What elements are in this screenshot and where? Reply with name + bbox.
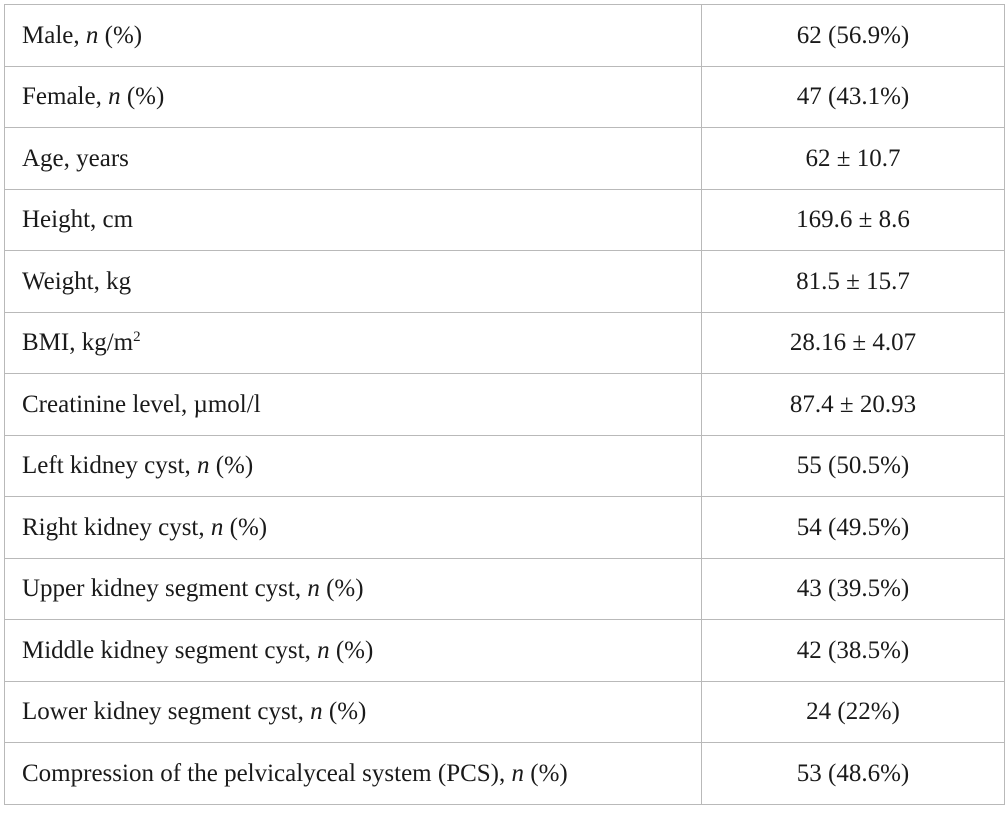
patient-characteristics-table (4, 4, 1005, 805)
row-label: Lower kidney segment cyst, n (%) (5, 681, 702, 743)
row-label: Male, n (%) (5, 5, 702, 67)
row-label: Creatinine level, µmol/l (5, 374, 702, 436)
row-value: 81.5 ± 15.7 (702, 251, 1005, 313)
row-label: Upper kidney segment cyst, n (%) (5, 558, 702, 620)
row-label: Height, cm (5, 189, 702, 251)
table-row (5, 558, 1005, 620)
row-value: 55 (50.5%) (702, 435, 1005, 497)
row-value: 62 ± 10.7 (702, 128, 1005, 190)
table-row (5, 5, 1005, 67)
table-row (5, 681, 1005, 743)
table-row (5, 497, 1005, 559)
row-value: 47 (43.1%) (702, 66, 1005, 128)
row-value: 28.16 ± 4.07 (702, 312, 1005, 374)
row-value: 54 (49.5%) (702, 497, 1005, 559)
row-label: Right kidney cyst, n (%) (5, 497, 702, 559)
row-value: 62 (56.9%) (702, 5, 1005, 67)
row-label: Age, years (5, 128, 702, 190)
row-label: Female, n (%) (5, 66, 702, 128)
table-row (5, 66, 1005, 128)
table-row (5, 251, 1005, 313)
table-row (5, 374, 1005, 436)
table-row (5, 620, 1005, 682)
row-label: Compression of the pelvicalyceal system (PCS), n (%) (5, 743, 702, 805)
row-value: 24 (22%) (702, 681, 1005, 743)
row-label: Middle kidney segment cyst, n (%) (5, 620, 702, 682)
table-row (5, 312, 1005, 374)
row-label: BMI, $kg/m^2$ (5, 312, 702, 374)
row-value: 87.4 ± 20.93 (702, 374, 1005, 436)
table-row (5, 743, 1005, 805)
row-value: 169.6 ± 8.6 (702, 189, 1005, 251)
table-row (5, 435, 1005, 497)
row-value: 53 (48.6%) (702, 743, 1005, 805)
superscript: 2 (133, 329, 141, 346)
table-row (5, 128, 1005, 190)
row-value: 42 (38.5%) (702, 620, 1005, 682)
row-value: 43 (39.5%) (702, 558, 1005, 620)
table-row (5, 189, 1005, 251)
row-label: Weight, kg (5, 251, 702, 313)
row-label: Left kidney cyst, n (%) (5, 435, 702, 497)
